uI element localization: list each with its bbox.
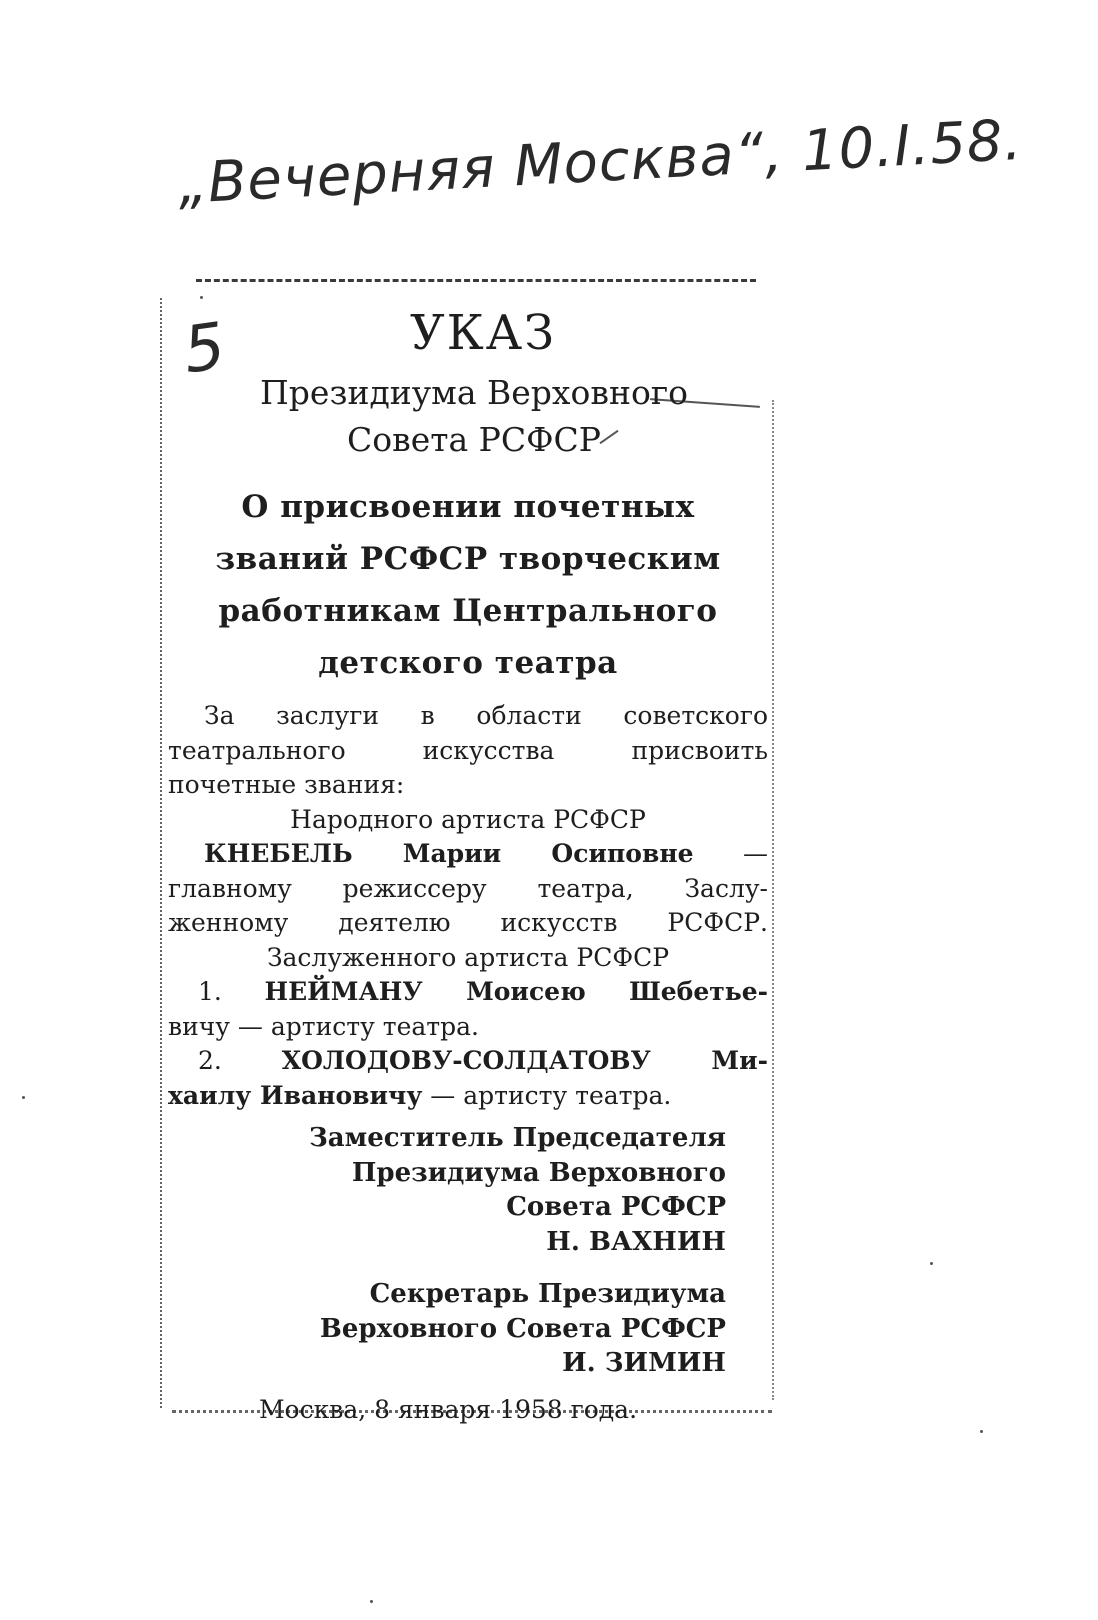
item1-line bbox=[168, 975, 768, 1010]
section1-line: женному деятелю искусств РСФСР. bbox=[168, 908, 768, 937]
signature-line: Совета РСФСР bbox=[506, 1192, 726, 1222]
section1-heading: Народного артиста РСФСР bbox=[290, 804, 646, 834]
awardee-name: ХОЛОДОВУ-СОЛДАТОВУ Ми- bbox=[281, 1046, 769, 1075]
item2-line bbox=[168, 1044, 768, 1079]
signature-line: Президиума Верховного bbox=[351, 1157, 726, 1188]
subject-line: званий РСФСР творческим bbox=[215, 541, 721, 577]
scan-speck bbox=[980, 1430, 983, 1433]
subject-line: работникам Центрального bbox=[218, 593, 718, 629]
scan-speck bbox=[930, 1262, 933, 1265]
item-number: 2. bbox=[198, 1046, 222, 1075]
scan-speck bbox=[370, 1600, 373, 1603]
issuer-line: Совета РСФСР bbox=[347, 420, 601, 459]
awardee-name: КНЕБЕЛЬ Марии Осиповне bbox=[204, 839, 694, 868]
section2-heading: Заслуженного артиста РСФСР bbox=[266, 942, 670, 972]
decree-issuer bbox=[180, 369, 768, 463]
signature-line: Заместитель Председателя bbox=[309, 1123, 726, 1153]
item-number: 1. bbox=[198, 977, 222, 1006]
item1-rest-line: вичу — артисту театра. bbox=[168, 1011, 479, 1041]
subject-line: детского театра bbox=[318, 645, 618, 681]
newspaper-clipping bbox=[168, 305, 768, 1427]
subject-line: О присвоении почетных bbox=[241, 489, 695, 525]
signature-secretary bbox=[168, 1277, 768, 1381]
preamble-line: театрального искусства присвоить bbox=[168, 735, 768, 765]
handwritten-page-number: 5 bbox=[179, 309, 230, 389]
clipping-right-edge bbox=[772, 400, 774, 1400]
decree-title: УКАЗ bbox=[409, 305, 557, 361]
issuer-line: Президиума Верховного bbox=[260, 373, 688, 412]
name-dash: — bbox=[693, 839, 768, 868]
decree-body bbox=[168, 699, 768, 1113]
handwritten-underline bbox=[196, 279, 756, 282]
decree-dateline: Москва, 8 января 1958 года. bbox=[258, 1394, 638, 1424]
preamble-line: За заслуги в области советского bbox=[204, 701, 768, 730]
handwritten-source-note: „Вечерняя Москва“, 10.I.58. bbox=[176, 107, 1024, 217]
signature-line: И. ЗИМИН bbox=[562, 1348, 726, 1378]
item2-role: — артисту театра. bbox=[422, 1080, 672, 1110]
scan-speck bbox=[200, 296, 203, 299]
section1-line: главному режиссеру театра, Заслу- bbox=[168, 873, 768, 903]
signature-line: Секретарь Президиума bbox=[369, 1279, 726, 1309]
signature-line: Верховного Совета РСФСР bbox=[319, 1313, 726, 1344]
preamble-line: почетные звания: bbox=[168, 770, 405, 799]
signature-line: Н. ВАХНИН bbox=[546, 1226, 726, 1257]
item2-rest-line bbox=[168, 1079, 768, 1114]
section1-name-line bbox=[168, 837, 768, 872]
signature-deputy-chairman bbox=[168, 1121, 768, 1259]
scan-speck bbox=[22, 1096, 25, 1099]
decree-subject-heading bbox=[168, 481, 768, 689]
awardee-name-end: хаилу Ивановичу bbox=[168, 1080, 423, 1110]
clipping-left-edge bbox=[160, 298, 162, 1408]
awardee-name: НЕЙМАНУ Моисею Шебетье- bbox=[264, 977, 768, 1006]
